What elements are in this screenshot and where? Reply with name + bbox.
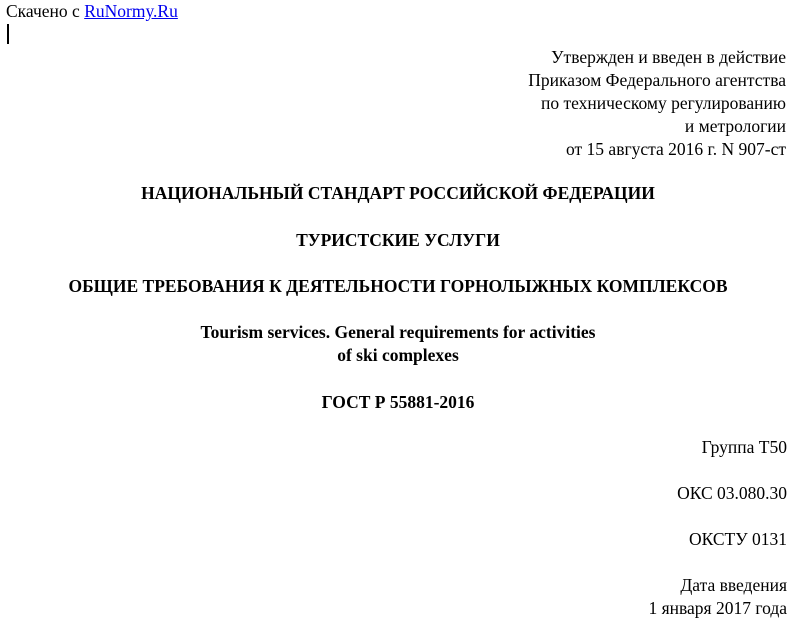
gost-number: ГОСТ Р 55881-2016 xyxy=(321,392,475,412)
english-title-line: of ski complexes xyxy=(337,345,459,365)
source-prefix: Скачено с xyxy=(6,1,85,21)
description-title: ОБЩИЕ ТРЕБОВАНИЯ К ДЕЯТЕЛЬНОСТИ ГОРНОЛЫЖНЫХ КОМПЛЕКСОВ xyxy=(68,276,728,296)
group-code: Группа Т50 xyxy=(701,437,787,457)
approval-line: по техническому регулированию xyxy=(540,93,786,113)
source-link[interactable]: RuNormy.Ru xyxy=(84,1,178,21)
approval-line: Приказом Федерального агентства xyxy=(528,70,786,90)
standard-title: НАЦИОНАЛЬНЫЙ СТАНДАРТ РОССИЙСКОЙ ФЕДЕРАЦИИ xyxy=(141,183,655,203)
introduction-date: 1 января 2017 года xyxy=(648,598,787,618)
source-line xyxy=(6,1,178,21)
oks-code: ОКС 03.080.30 xyxy=(677,483,787,503)
english-title xyxy=(0,321,790,367)
approval-block xyxy=(528,46,786,161)
approval-line: от 15 августа 2016 г. N 907-ст xyxy=(566,139,786,159)
approval-line: Утвержден и введен в действие xyxy=(551,47,786,67)
subject-title: ТУРИСТСКИЕ УСЛУГИ xyxy=(296,230,500,250)
okstu-code: ОКСТУ 0131 xyxy=(688,529,787,549)
english-title-line: Tourism services. General requirements for activities xyxy=(200,322,596,342)
text-cursor xyxy=(7,24,9,44)
approval-line: и метрологии xyxy=(684,116,786,136)
introduction-label: Дата введения xyxy=(680,575,787,595)
introduction-date-block xyxy=(648,574,787,620)
